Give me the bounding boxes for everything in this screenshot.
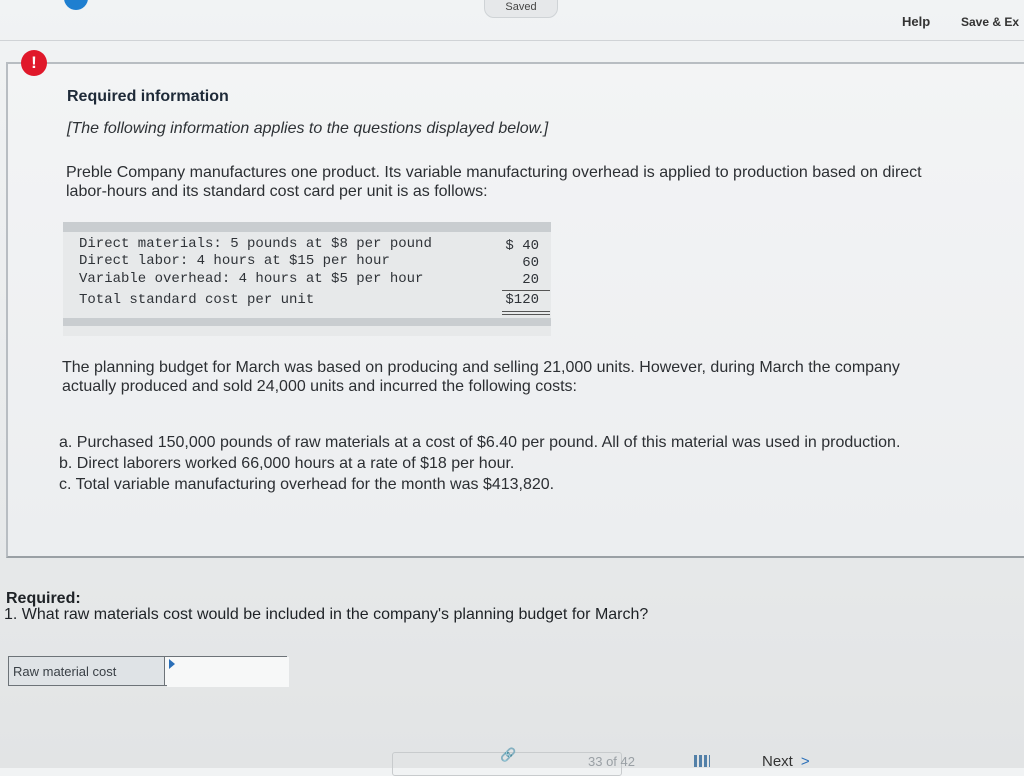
planning-line-1: The planning budget for March was based on producing and selling 21,000 units. However, during March the company (62, 359, 900, 376)
required-info-title: Required information (67, 88, 229, 105)
header-divider (0, 40, 1024, 41)
planning-paragraph (62, 358, 992, 396)
next-button[interactable] (762, 753, 810, 770)
list-item: c. Total variable manufacturing overhead for the month was $413,820. (59, 476, 555, 493)
grid-icon[interactable] (694, 755, 710, 767)
raw-material-cost-input[interactable] (167, 657, 289, 687)
list-item: b. Direct laborers worked 66,000 hours at a rate of $18 per hour. (59, 455, 515, 472)
planning-line-2: actually produced and sold 24,000 units and incurred the following costs: (62, 378, 577, 395)
cost-card-footer-bar (63, 318, 551, 326)
cost-row-value: $ 40 (505, 238, 539, 254)
help-button[interactable]: Help (902, 14, 931, 29)
total-cost-label: Total standard cost per unit (79, 292, 315, 308)
exclamation-icon: ! (21, 50, 47, 76)
required-info-note: [The following information applies to the questions displayed below.] (67, 120, 549, 137)
next-label: Next (762, 753, 793, 770)
link-icon[interactable]: 🔗 (500, 747, 517, 762)
cost-row-value: 60 (522, 255, 539, 271)
intro-line-2: labor-hours and its standard cost card per unit is as follows: (66, 183, 488, 200)
intro-line-1: Preble Company manufactures one product. Its variable manufacturing overhead is applied to production based on direct (66, 164, 922, 181)
saved-status: Saved (484, 0, 558, 18)
cost-row-value: 20 (522, 272, 539, 288)
raw-material-cost-label: Raw material cost (9, 657, 165, 685)
intro-paragraph (66, 163, 996, 201)
question-text: 1. What raw materials cost would be included in the company's planning budget for March? (4, 606, 649, 623)
required-label: Required: (6, 590, 81, 607)
total-double-rule (502, 314, 550, 315)
cost-row-label: Direct materials: 5 pounds at $8 per pound (79, 236, 432, 252)
input-marker-icon (169, 659, 175, 669)
subtotal-rule (502, 290, 550, 291)
save-exit-button[interactable]: Save & Ex (961, 15, 1020, 29)
page-indicator[interactable]: 33 of 42 (588, 754, 635, 769)
cost-row-label: Variable overhead: 4 hours at $5 per hour (79, 271, 424, 287)
cost-row-label: Direct labor: 4 hours at $15 per hour (79, 253, 390, 269)
total-double-rule (502, 311, 550, 312)
list-item: a. Purchased 150,000 pounds of raw materials at a cost of $6.40 per pound. All of this material was used in production. (59, 434, 901, 451)
top-left-badge (64, 0, 88, 10)
answer-row (8, 656, 287, 686)
incurred-costs-list (59, 432, 900, 495)
total-cost-value: $120 (505, 292, 539, 308)
chevron-right-icon: > (800, 753, 810, 770)
